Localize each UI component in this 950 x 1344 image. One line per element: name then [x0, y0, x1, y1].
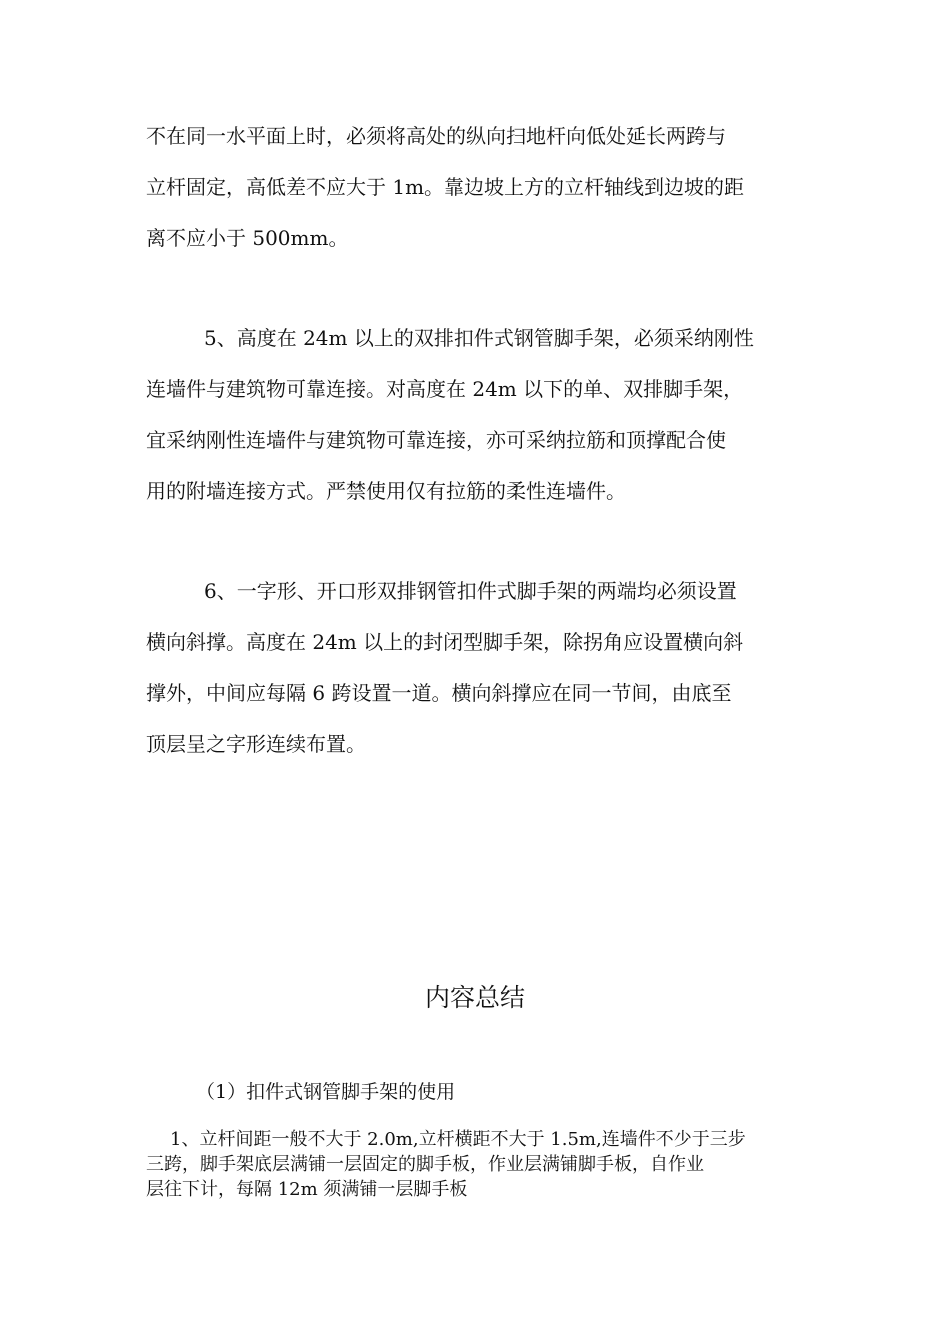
- paragraph-line: 5、高度在 24m 以上的双排扣件式钢管脚手架，必须采纳刚性: [204, 326, 754, 350]
- summary-body: [146, 1127, 806, 1202]
- paragraph-line: 离不应小于 500mm。: [146, 226, 349, 250]
- paragraph-line: 撑外，中间应每隔 6 跨设置一道。横向斜撑应在同一节间，由底至: [146, 681, 732, 705]
- paragraph-line: 连墙件与建筑物可靠连接。对高度在 24m 以下的单、双排脚手架，: [146, 377, 744, 401]
- summary-title: 内容总结: [424, 983, 525, 1012]
- paragraph-line: 立杆固定，高低差不应大于 1m。靠边坡上方的立杆轴线到边坡的距: [146, 175, 745, 199]
- paragraph-slope-ground: [146, 111, 806, 264]
- paragraph-line: 横向斜撑。高度在 24m 以上的封闭型脚手架，除拐角应设置横向斜: [146, 630, 744, 654]
- summary-line: 层往下计，每隔 12m 须满铺一层脚手板: [146, 1179, 468, 1200]
- paragraph-line: 6、一字形、开口形双排钢管扣件式脚手架的两端均必须设置: [204, 579, 737, 603]
- summary-line: 三跨，脚手架底层满铺一层固定的脚手板，作业层满铺脚手板，自作业: [146, 1154, 704, 1175]
- summary-line: 1、立杆间距一般不大于 2.0m,立杆横距不大于 1.5m,连墙件不少于三步: [170, 1129, 746, 1150]
- summary-subtitle: （1）扣件式钢管脚手架的使用: [196, 1081, 456, 1103]
- paragraph-diagonal-braces: [146, 566, 806, 770]
- paragraph-line: 不在同一水平面上时，必须将高处的纵向扫地杆向低处延长两跨与: [146, 124, 726, 148]
- paragraph-line: 顶层呈之字形连续布置。: [146, 732, 366, 756]
- paragraph-line: 用的附墙连接方式。严禁使用仅有拉筋的柔性连墙件。: [146, 479, 626, 503]
- paragraph-wall-ties: [146, 313, 806, 517]
- paragraph-line: 宜采纳刚性连墙件与建筑物可靠连接，亦可采纳拉筋和顶撑配合使: [146, 428, 726, 452]
